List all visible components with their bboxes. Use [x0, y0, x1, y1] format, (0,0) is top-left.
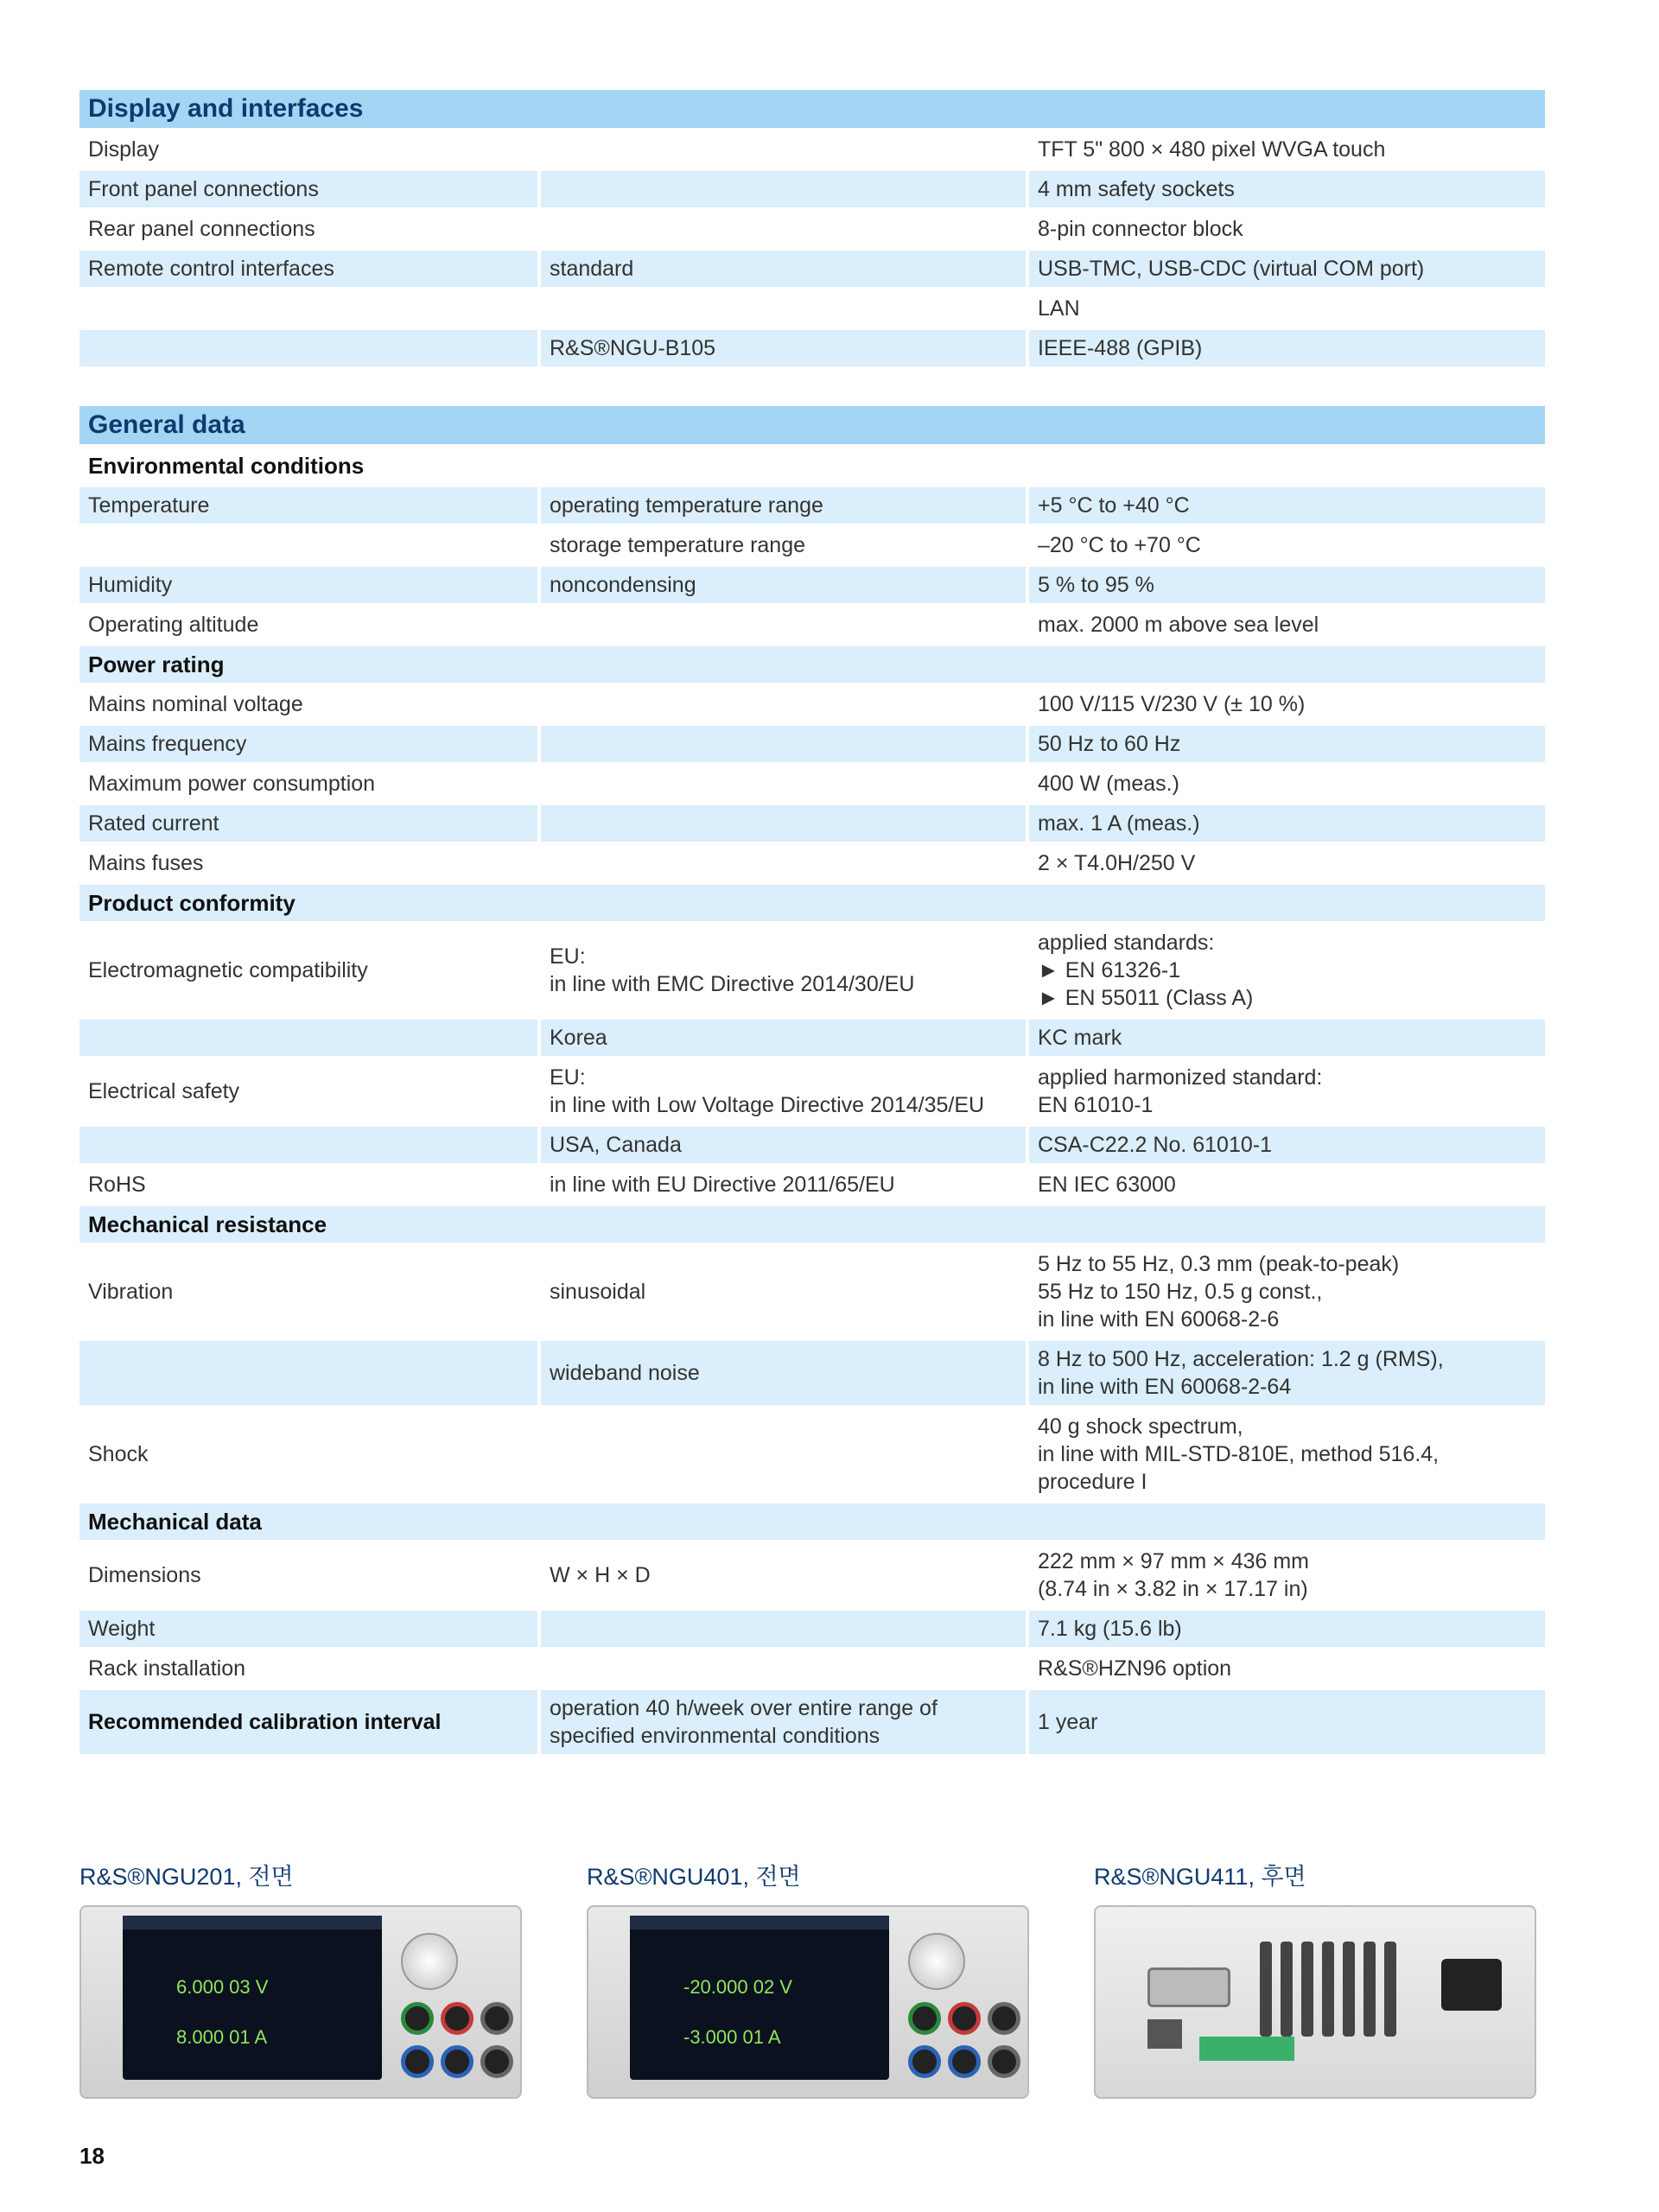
row-label: RoHS [79, 1166, 537, 1206]
vent-icon [1343, 1942, 1355, 2037]
row-label: Vibration [79, 1246, 537, 1341]
row-label: Temperature [79, 487, 537, 527]
row-label: Remote control interfaces [79, 251, 537, 290]
vent-icon [1260, 1942, 1272, 2037]
row-label: Rack installation [79, 1650, 537, 1690]
subsection-heading: Mechanical data [79, 1503, 1545, 1543]
row-condition [537, 290, 1026, 330]
text-line: EN 61010-1 [1038, 1093, 1154, 1117]
vent-icon [1322, 1942, 1334, 2037]
subsection-row [79, 646, 1545, 686]
row-condition: in line with EU Directive 2011/65/EU [537, 1166, 1026, 1206]
row-label: Weight [79, 1611, 537, 1650]
row-value: 2 × T4.0H/250 V [1026, 845, 1545, 885]
vent-icon [1301, 1942, 1313, 2037]
row-condition: wideband noise [537, 1341, 1026, 1408]
row-value [1026, 1059, 1545, 1127]
general-data-table [79, 406, 1545, 1758]
table-row [79, 925, 1545, 1020]
table-row [79, 487, 1545, 527]
rotary-knob-icon [908, 1933, 965, 1990]
row-condition [537, 211, 1026, 251]
text-line: operation 40 h/week over entire range of [550, 1696, 938, 1720]
row-condition: sinusoidal [537, 1246, 1026, 1341]
text-line: (8.74 in × 3.82 in × 17.17 in) [1038, 1577, 1308, 1601]
row-label: Maximum power consumption [79, 766, 537, 805]
row-label [79, 1341, 537, 1408]
jack-icon [441, 2002, 474, 2035]
row-label [79, 1127, 537, 1166]
subsection-row [79, 448, 1545, 487]
row-condition: W × H × D [537, 1543, 1026, 1611]
page-number: 18 [79, 2143, 105, 2169]
text-line: 8 Hz to 500 Hz, acceleration: 1.2 g (RMS), [1038, 1347, 1444, 1371]
mains-socket-icon [1441, 1959, 1502, 2011]
table-row [79, 1127, 1545, 1166]
table-row [79, 1341, 1545, 1408]
row-condition [537, 925, 1026, 1020]
row-condition: standard [537, 251, 1026, 290]
device-screen [630, 1916, 889, 2080]
section-title-row [79, 406, 1545, 448]
row-condition [537, 686, 1026, 726]
text-line: ► EN 61326-1 [1038, 958, 1181, 982]
row-condition [537, 766, 1026, 805]
table-row [79, 766, 1545, 805]
row-label [79, 290, 537, 330]
row-value: max. 1 A (meas.) [1026, 805, 1545, 845]
row-label: Display [79, 131, 537, 171]
row-condition [537, 845, 1026, 885]
ngu201-front-image [79, 1905, 522, 2099]
row-label [79, 1020, 537, 1059]
table-row [79, 1650, 1545, 1690]
text-line: applied standards: [1038, 931, 1215, 955]
jack-icon [948, 2002, 981, 2035]
table-row [79, 726, 1545, 766]
row-label: Recommended calibration interval [79, 1690, 537, 1758]
row-value: USB-TMC, USB-CDC (virtual COM port) [1026, 251, 1545, 290]
row-condition [537, 171, 1026, 211]
text-line: in line with MIL-STD-810E, method 516.4, [1038, 1442, 1440, 1466]
subsection-heading: Environmental conditions [79, 448, 1545, 487]
section-title: General data [79, 406, 1545, 448]
table-row [79, 1059, 1545, 1127]
device-screen [123, 1916, 382, 2080]
table-row [79, 686, 1545, 726]
row-value: 7.1 kg (15.6 lb) [1026, 1611, 1545, 1650]
row-condition [537, 131, 1026, 171]
row-label: Operating altitude [79, 607, 537, 646]
row-value [1026, 925, 1545, 1020]
table-row [79, 805, 1545, 845]
row-label: Mains nominal voltage [79, 686, 537, 726]
text-line: 55 Hz to 150 Hz, 0.5 g const., [1038, 1280, 1323, 1304]
row-label: Front panel connections [79, 171, 537, 211]
jack-icon [480, 2045, 513, 2078]
row-label: Humidity [79, 567, 537, 607]
row-condition [537, 1690, 1026, 1758]
row-value: LAN [1026, 290, 1545, 330]
row-value: 50 Hz to 60 Hz [1026, 726, 1545, 766]
row-label: Dimensions [79, 1543, 537, 1611]
row-value: 8-pin connector block [1026, 211, 1545, 251]
jack-icon [908, 2002, 941, 2035]
row-value: TFT 5" 800 × 480 pixel WVGA touch [1026, 131, 1545, 171]
image-caption: R&S®NGU411, 후면 [1094, 1864, 1306, 1890]
row-label: Electrical safety [79, 1059, 537, 1127]
text-line: ► EN 55011 (Class A) [1038, 986, 1254, 1010]
row-condition [537, 1650, 1026, 1690]
row-label: Mains frequency [79, 726, 537, 766]
subsection-row [79, 1206, 1545, 1246]
text-line: 5 Hz to 55 Hz, 0.3 mm (peak-to-peak) [1038, 1252, 1400, 1276]
row-condition: Korea [537, 1020, 1026, 1059]
row-value: 400 W (meas.) [1026, 766, 1545, 805]
section-title-row [79, 90, 1545, 131]
row-value: +5 °C to +40 °C [1026, 487, 1545, 527]
row-value: IEEE-488 (GPIB) [1026, 330, 1545, 370]
table-row [79, 211, 1545, 251]
table-row [79, 527, 1545, 567]
row-value: EN IEC 63000 [1026, 1166, 1545, 1206]
text-line: in line with EMC Directive 2014/30/EU [550, 972, 915, 996]
jack-icon [480, 2002, 513, 2035]
row-value: KC mark [1026, 1020, 1545, 1059]
table-row [79, 1020, 1545, 1059]
screen-status-bar [123, 1916, 382, 1929]
image-caption: R&S®NGU201, 전면 [79, 1864, 294, 1890]
row-value [1026, 1246, 1545, 1341]
row-condition [537, 726, 1026, 766]
table-row [79, 131, 1545, 171]
text-line: applied harmonized standard: [1038, 1065, 1323, 1090]
jack-icon [988, 2002, 1020, 2035]
row-value: 1 year [1026, 1690, 1545, 1758]
row-value [1026, 1408, 1545, 1503]
vent-icon [1384, 1942, 1396, 2037]
lan-port-icon [1147, 2019, 1182, 2049]
row-condition: storage temperature range [537, 527, 1026, 567]
display-interfaces-table [79, 90, 1545, 370]
jack-icon [401, 2045, 434, 2078]
row-condition: noncondensing [537, 567, 1026, 607]
row-value: 100 V/115 V/230 V (± 10 %) [1026, 686, 1545, 726]
text-line: in line with EN 60068-2-64 [1038, 1375, 1292, 1399]
row-condition: USA, Canada [537, 1127, 1026, 1166]
table-row [79, 1166, 1545, 1206]
row-value [1026, 1341, 1545, 1408]
table-row [79, 1246, 1545, 1341]
current-readout: 8.000 01 A [176, 2026, 268, 2048]
text-line: specified environmental conditions [550, 1724, 880, 1748]
row-label: Shock [79, 1408, 537, 1503]
row-label: Rear panel connections [79, 211, 537, 251]
row-label: Electromagnetic compatibility [79, 925, 537, 1020]
text-line: in line with EN 60068-2-6 [1038, 1307, 1280, 1332]
table-row [79, 607, 1545, 646]
row-condition [537, 1408, 1026, 1503]
table-row [79, 1690, 1545, 1758]
text-line: EU: [550, 944, 586, 969]
jack-icon [948, 2045, 981, 2078]
row-value: 5 % to 95 % [1026, 567, 1545, 607]
jack-icon [401, 2002, 434, 2035]
text-line: procedure I [1038, 1470, 1147, 1494]
image-caption: R&S®NGU401, 전면 [587, 1864, 801, 1890]
section-title: Display and interfaces [79, 90, 1545, 131]
jack-icon [908, 2045, 941, 2078]
text-line: 222 mm × 97 mm × 436 mm [1038, 1549, 1310, 1573]
table-row [79, 290, 1545, 330]
row-condition [537, 1611, 1026, 1650]
row-label: Mains fuses [79, 845, 537, 885]
table-row [79, 330, 1545, 370]
row-condition: R&S®NGU-B105 [537, 330, 1026, 370]
subsection-heading: Power rating [79, 646, 1545, 686]
connector-block-icon [1199, 2037, 1294, 2061]
voltage-readout: 6.000 03 V [176, 1976, 269, 1998]
text-line: EU: [550, 1065, 586, 1090]
table-row [79, 845, 1545, 885]
row-value: R&S®HZN96 option [1026, 1650, 1545, 1690]
jack-icon [988, 2045, 1020, 2078]
gpib-connector-icon [1147, 1967, 1230, 2007]
vent-icon [1281, 1942, 1293, 2037]
subsection-row [79, 1503, 1545, 1543]
table-row [79, 171, 1545, 211]
table-row [79, 251, 1545, 290]
row-value: max. 2000 m above sea level [1026, 607, 1545, 646]
table-row [79, 1611, 1545, 1650]
jack-icon [441, 2045, 474, 2078]
row-value [1026, 1543, 1545, 1611]
row-condition: operating temperature range [537, 487, 1026, 527]
row-label: Rated current [79, 805, 537, 845]
table-row [79, 567, 1545, 607]
screen-status-bar [630, 1916, 889, 1929]
subsection-row [79, 885, 1545, 925]
row-value: CSA-C22.2 No. 61010-1 [1026, 1127, 1545, 1166]
row-condition [537, 805, 1026, 845]
row-label [79, 527, 537, 567]
row-value: –20 °C to +70 °C [1026, 527, 1545, 567]
table-row [79, 1543, 1545, 1611]
row-condition [537, 1059, 1026, 1127]
rotary-knob-icon [401, 1933, 458, 1990]
vent-icon [1363, 1942, 1376, 2037]
current-readout: -3.000 01 A [683, 2026, 781, 2048]
subsection-heading: Mechanical resistance [79, 1206, 1545, 1246]
text-line: in line with Low Voltage Directive 2014/35/EU [550, 1093, 985, 1117]
row-condition [537, 607, 1026, 646]
voltage-readout: -20.000 02 V [683, 1976, 792, 1998]
text-line: 40 g shock spectrum, [1038, 1414, 1243, 1439]
ngu401-front-image [587, 1905, 1029, 2099]
row-label [79, 330, 537, 370]
ngu411-rear-image [1094, 1905, 1536, 2099]
row-value: 4 mm safety sockets [1026, 171, 1545, 211]
subsection-heading: Product conformity [79, 885, 1545, 925]
table-row [79, 1408, 1545, 1503]
